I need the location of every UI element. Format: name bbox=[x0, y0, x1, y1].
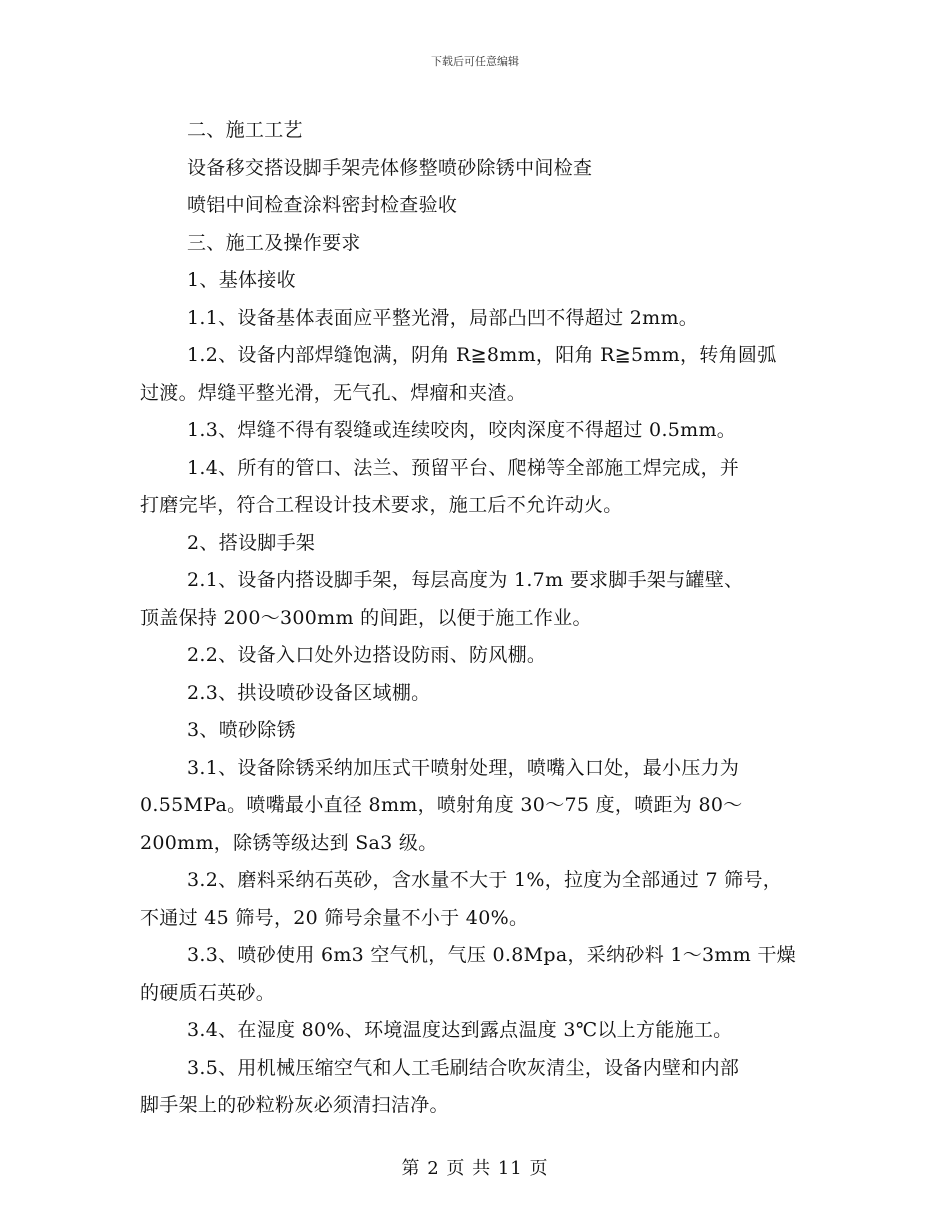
page-header: 下载后可任意编辑 bbox=[431, 55, 519, 68]
document-body bbox=[140, 112, 815, 1125]
paragraph-3-4: 3.4、在湿度 80%、环境温度达到露点温度 3℃以上方能施工。 bbox=[187, 1019, 733, 1041]
process-flow-line-1: 设备移交搭设脚手架壳体修整喷砂除锈中间检查 bbox=[187, 156, 593, 179]
paragraph-3-5-continued: 脚手架上的砂粒粉灰必须清扫洁净。 bbox=[140, 1094, 449, 1116]
subsection-heading-scaffolding: 2、搭设脚手架 bbox=[187, 531, 316, 554]
paragraph-3-1: 3.1、设备除锈采纳加压式干喷射处理，喷嘴入口处，最小压力为 bbox=[187, 756, 740, 779]
subsection-heading-sandblasting: 3、喷砂除锈 bbox=[187, 719, 296, 741]
paragraph-3-3: 3.3、喷砂使用 6m3 空气机，气压 0.8Mpa，采纳砂料 1～3mm 干燥 bbox=[187, 944, 796, 966]
paragraph-1-3: 1.3、焊缝不得有裂缝或连续咬肉，咬肉深度不得超过 0.5mm。 bbox=[187, 419, 737, 441]
section-heading-construction-process: 二、施工工艺 bbox=[187, 119, 303, 141]
paragraph-1-4: 1.4、所有的管口、法兰、预留平台、爬梯等全部施工焊完成，并 bbox=[187, 456, 740, 479]
paragraph-2-2: 2.2、设备入口处外边搭设防雨、防风棚。 bbox=[187, 644, 547, 666]
paragraph-2-3: 2.3、拱设喷砂设备区域棚。 bbox=[187, 681, 431, 704]
paragraph-2-1: 2.1、设备内搭设脚手架，每层高度为 1.7m 要求脚手架与罐壁、 bbox=[187, 569, 744, 591]
paragraph-1-4-continued: 打磨完毕，符合工程设计技术要求，施工后不允许动火。 bbox=[140, 494, 623, 516]
paragraph-3-2-continued: 不通过 45 筛号，20 筛号余量不小于 40%。 bbox=[140, 906, 529, 929]
paragraph-2-1-continued: 顶盖保持 200～300mm 的间距，以便于施工作业。 bbox=[140, 606, 592, 629]
section-heading-operation-requirements: 三、施工及操作要求 bbox=[187, 231, 361, 254]
page-number-footer: 第 2 页 共 11 页 bbox=[401, 1158, 549, 1179]
paragraph-1-1: 1.1、设备基体表面应平整光滑，局部凸凹不得超过 2mm。 bbox=[187, 306, 699, 329]
paragraph-3-3-continued: 的硬质石英砂。 bbox=[140, 981, 276, 1004]
subsection-heading-substrate-acceptance: 1、基体接收 bbox=[187, 269, 296, 291]
paragraph-3-1-continued-1: 0.55MPa。喷嘴最小直径 8mm，喷射角度 30～75 度，喷距为 80～ bbox=[140, 794, 743, 816]
process-flow-line-2: 喷铝中间检查涂料密封检查验收 bbox=[187, 194, 458, 216]
paragraph-1-2: 1.2、设备内部焊缝饱满，阴角 R≧8mm，阳角 R≧5mm，转角圆弧 bbox=[187, 344, 777, 366]
paragraph-3-2: 3.2、磨料采纳石英砂，含水量不大于 1%，拉度为全部通过 7 筛号， bbox=[187, 869, 783, 891]
paragraph-3-1-continued-2: 200mm，除锈等级达到 Sa3 级。 bbox=[140, 831, 438, 854]
paragraph-3-5: 3.5、用机械压缩空气和人工毛刷结合吹灰清尘，设备内壁和内部 bbox=[187, 1056, 740, 1079]
paragraph-1-2-continued: 过渡。焊缝平整光滑，无气孔、焊瘤和夹渣。 bbox=[140, 381, 527, 404]
